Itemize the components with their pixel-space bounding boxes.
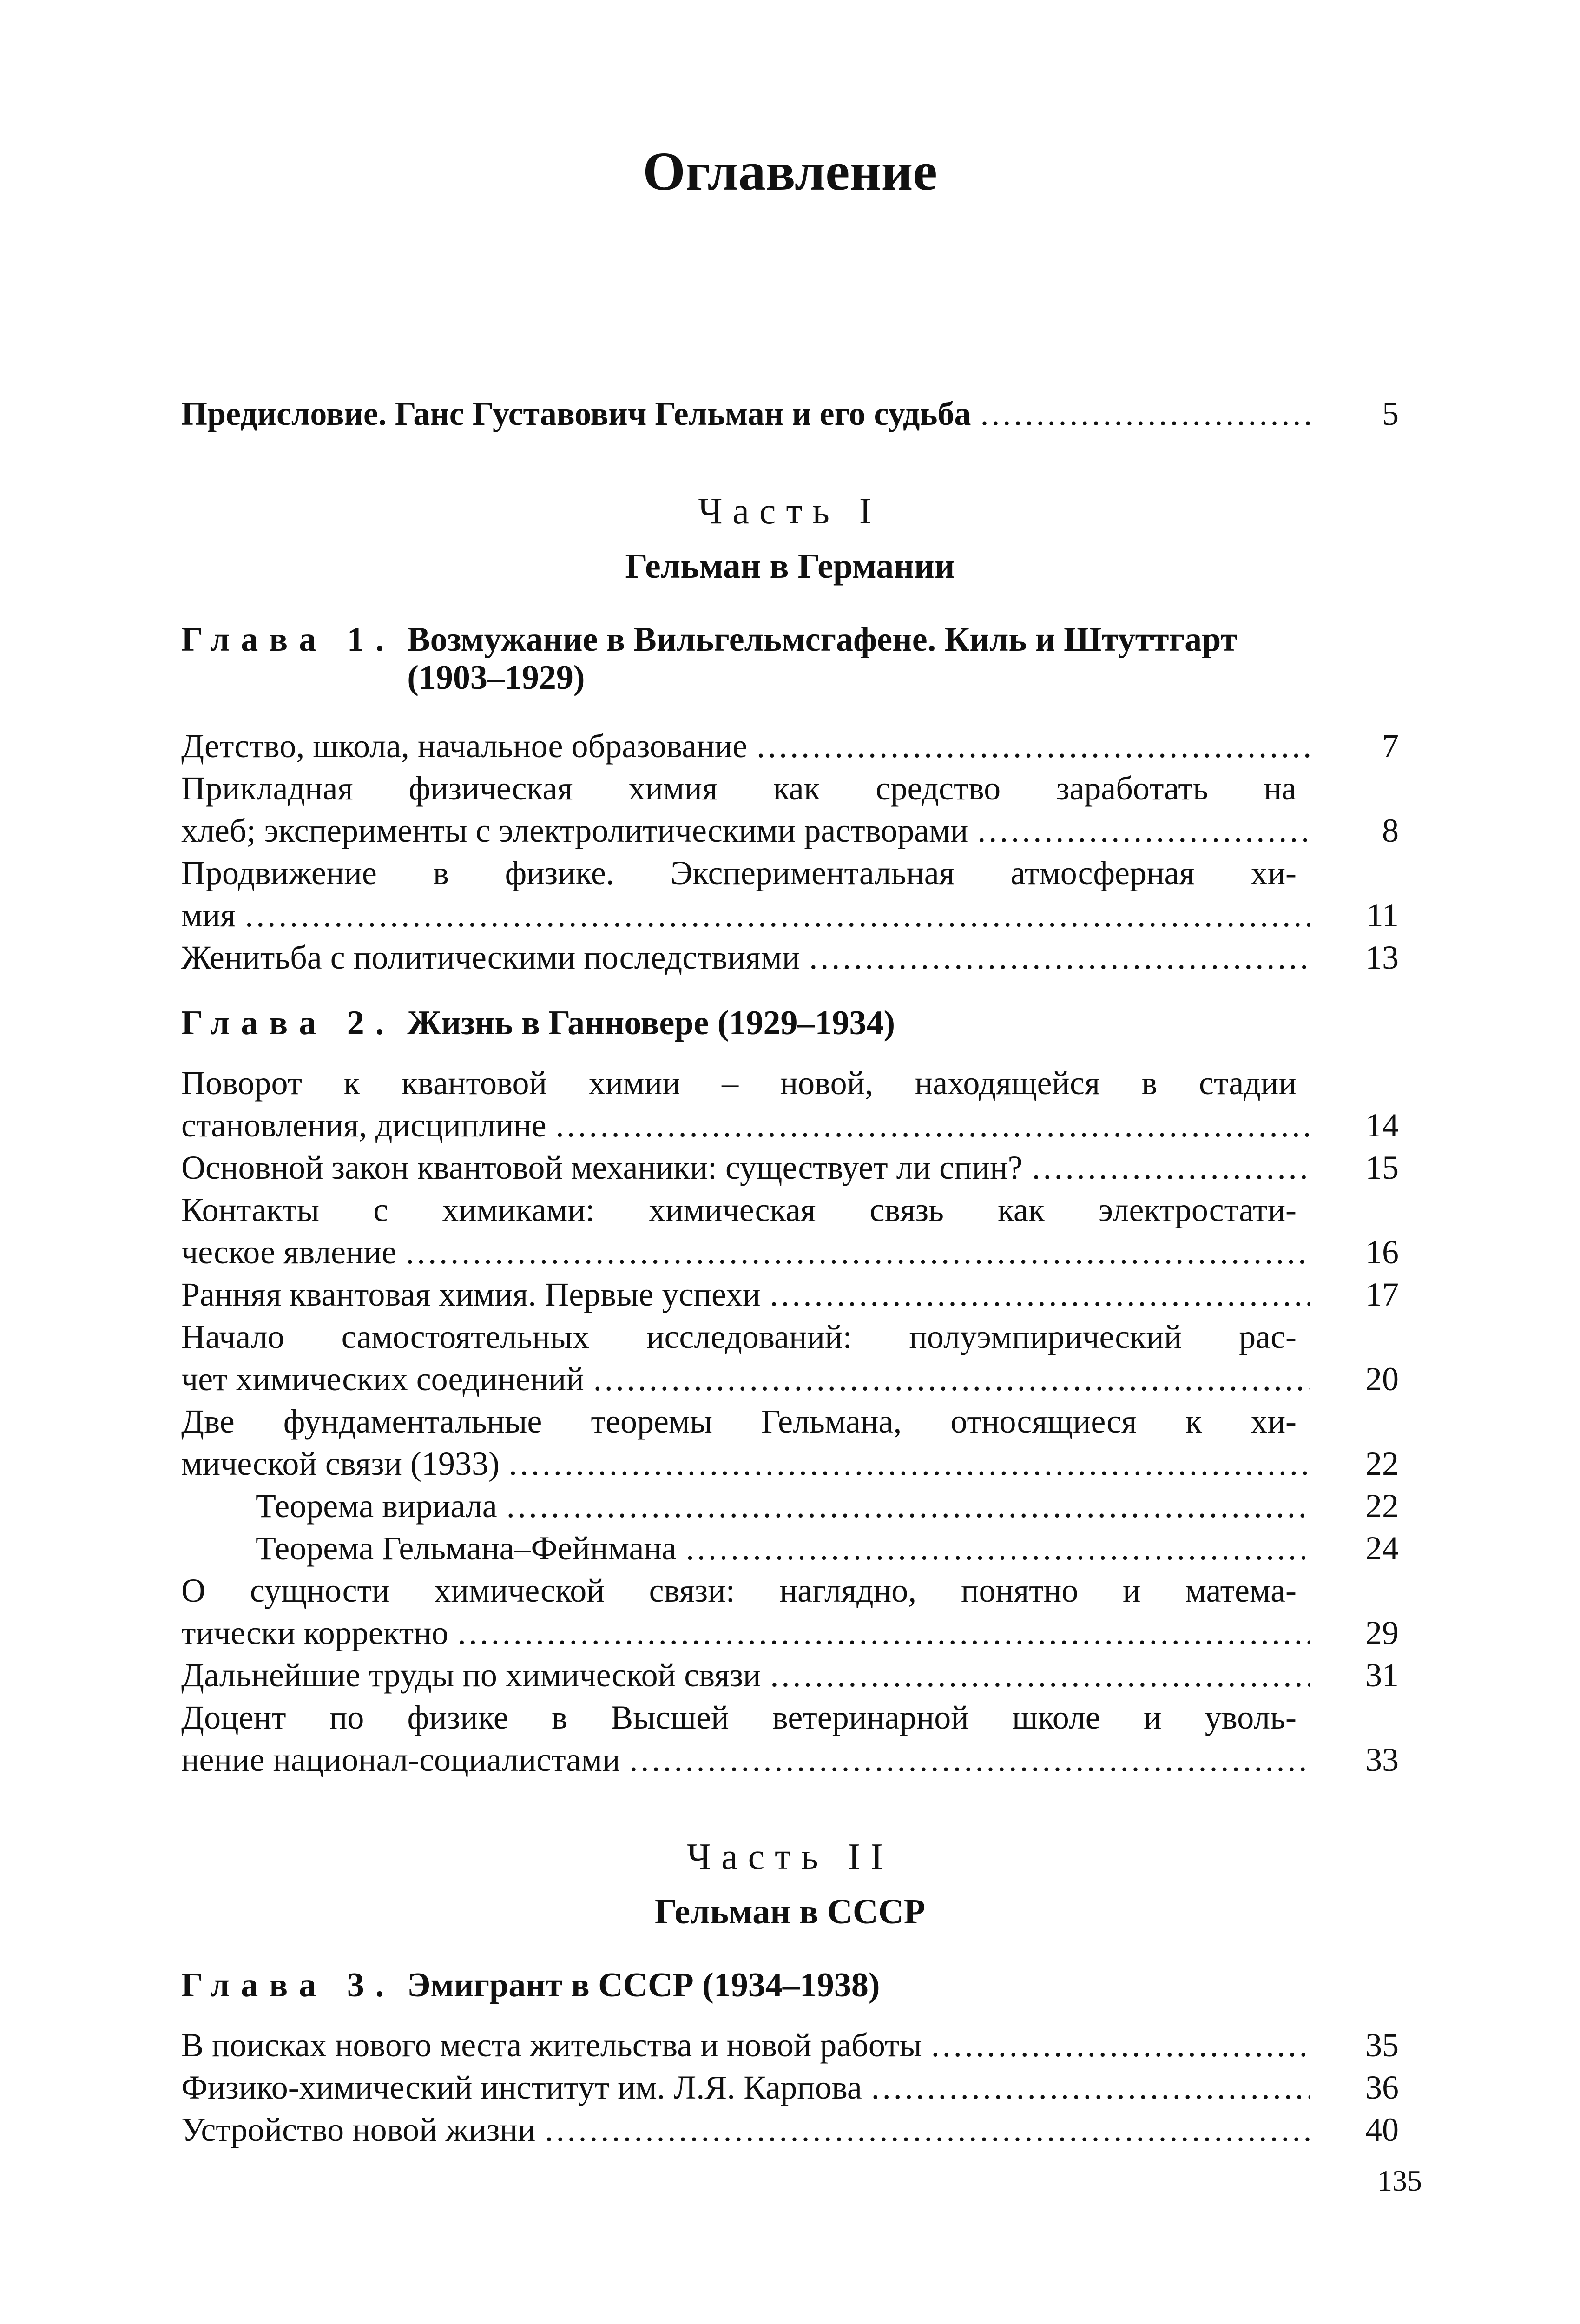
toc-entry[interactable] xyxy=(181,1570,1399,1654)
leader-dots xyxy=(1032,1147,1310,1189)
toc-entry-text: тически корректно xyxy=(181,1614,448,1651)
toc-page-number: 7 xyxy=(1382,727,1399,765)
toc-entry-line: Контакты с химиками: химическая связь как электростати- xyxy=(181,1191,1297,1228)
leader-dots xyxy=(593,1358,1310,1400)
toc-entry-text: Ранняя квантовая химия. Первые успехи xyxy=(181,1276,761,1313)
toc-page-number: 13 xyxy=(1365,939,1399,976)
toc-entry[interactable] xyxy=(181,2109,1399,2151)
leader-dots xyxy=(686,1527,1310,1570)
toc-page-number: 11 xyxy=(1366,897,1399,934)
toc-entry-text: Дальнейшие труды по химической связи xyxy=(181,1657,761,1694)
toc-page-number: 14 xyxy=(1365,1107,1399,1144)
toc-entry[interactable] xyxy=(181,852,1399,937)
toc-entry-line: О сущности химической связи: наглядно, понятно и матема- xyxy=(181,1572,1297,1609)
leader-dots xyxy=(871,2067,1310,2109)
toc-page-number: 17 xyxy=(1365,1276,1399,1313)
leader-dots xyxy=(507,1485,1310,1527)
toc-entry-text: Физико-химический институт им. Л.Я. Карпова xyxy=(181,2069,862,2106)
part-label: Часть II xyxy=(687,1836,893,1877)
leader-dots xyxy=(406,1231,1310,1274)
toc-page-number: 20 xyxy=(1365,1360,1399,1398)
toc-entry[interactable] xyxy=(181,1400,1399,1485)
toc-entry-text: Теорема вириала xyxy=(256,1487,497,1525)
toc-entry[interactable] xyxy=(181,1485,1399,1527)
toc-entry-text: нение национал-социалистами xyxy=(181,1741,620,1778)
leader-dots xyxy=(545,2109,1310,2151)
toc-entry[interactable] xyxy=(181,767,1399,852)
toc-entry-text: становления, дисциплине xyxy=(181,1107,546,1144)
toc-entry[interactable] xyxy=(181,2024,1399,2067)
toc-entry-line: Поворот к квантовой химии – новой, находящейся в стадии xyxy=(181,1064,1297,1102)
toc-entry[interactable] xyxy=(181,1316,1399,1400)
chapter-label: Глава 3. xyxy=(181,1966,395,2004)
toc-page-number: 33 xyxy=(1365,1741,1399,1778)
toc-entry-text: Предисловие. Ганс Густавович Гельман и его судьба xyxy=(181,395,971,432)
toc-entry-text: Основной закон квантовой механики: существует ли спин? xyxy=(181,1149,1023,1186)
toc-page-number: 29 xyxy=(1365,1614,1399,1651)
leader-dots xyxy=(630,1739,1310,1781)
toc-page-number: 40 xyxy=(1365,2111,1399,2148)
toc-entry[interactable] xyxy=(181,1147,1399,1189)
toc-entry[interactable] xyxy=(181,1654,1399,1697)
toc-entry-text: В поисках нового места жительства и новой работы xyxy=(181,2027,922,2064)
toc-entry[interactable] xyxy=(181,937,1399,979)
toc-page-number: 24 xyxy=(1365,1530,1399,1567)
toc-entry-preface[interactable] xyxy=(181,393,1399,435)
chapter-title: Возмужание в Вильгельмсгафене. Киль и Штуттгарт (1903–1929) xyxy=(407,621,1238,697)
toc-entry[interactable] xyxy=(181,1062,1399,1147)
toc-entry[interactable] xyxy=(181,1274,1399,1316)
toc-entry-line: Прикладная физическая химия как средство заработать на xyxy=(181,770,1297,807)
chapter-title: Эмигрант в СССР (1934–1938) xyxy=(407,1966,880,2004)
toc-entry-text: чет химических соединений xyxy=(181,1360,584,1398)
toc-entry-line: Две фундаментальные теоремы Гельмана, относящиеся к хи- xyxy=(181,1403,1297,1440)
page-title: Оглавление xyxy=(643,141,937,202)
toc-entry-text: Женитьба с политическими последствиями xyxy=(181,939,800,976)
toc-entry-line: Доцент по физике в Высшей ветеринарной школе и уволь- xyxy=(181,1699,1297,1736)
toc-page-number: 35 xyxy=(1365,2027,1399,2064)
toc-page-number: 22 xyxy=(1365,1445,1399,1482)
leader-dots xyxy=(981,393,1311,435)
toc-page-number: 22 xyxy=(1365,1487,1399,1525)
leader-dots xyxy=(556,1104,1310,1147)
part-label: Часть I xyxy=(698,491,882,532)
toc-page-number: 8 xyxy=(1382,812,1399,849)
leader-dots xyxy=(245,894,1310,937)
leader-dots xyxy=(770,1654,1310,1697)
toc-entry-line: Продвижение в физике. Экспериментальная атмосферная хи- xyxy=(181,854,1297,891)
toc-entry-text: ческое явление xyxy=(181,1234,397,1271)
toc-page-number: 5 xyxy=(1382,395,1399,432)
toc-entry-text: мической связи (1933) xyxy=(181,1445,500,1482)
leader-dots xyxy=(458,1612,1310,1654)
toc-entry-text: хлеб; эксперименты с электролитическими растворами xyxy=(181,812,968,849)
chapter-heading xyxy=(181,1004,1366,1042)
toc-page-number: 16 xyxy=(1365,1234,1399,1271)
toc-entry-text: Теорема Гельмана–Фейнмана xyxy=(256,1530,677,1567)
leader-dots xyxy=(757,725,1310,767)
chapter-label: Глава 2. xyxy=(181,1004,395,1042)
chapter-label: Глава 1. xyxy=(181,621,395,659)
toc-entry[interactable] xyxy=(181,1697,1399,1781)
page-number: 135 xyxy=(1377,2164,1422,2197)
toc-entry-text: Детство, школа, начальное образование xyxy=(181,727,748,765)
toc-entry-line: Начало самостоятельных исследований: полуэмпирический рас- xyxy=(181,1318,1297,1355)
chapter-heading xyxy=(181,621,1366,697)
toc-entry[interactable] xyxy=(181,1527,1399,1570)
leader-dots xyxy=(770,1274,1311,1316)
leader-dots xyxy=(931,2024,1310,2067)
toc-entry-text: Устройство новой жизни xyxy=(181,2111,536,2148)
leader-dots xyxy=(509,1443,1310,1485)
toc-entry[interactable] xyxy=(181,1189,1399,1274)
toc-entry[interactable] xyxy=(181,725,1399,767)
part-title: Гельман в Германии xyxy=(625,547,955,586)
leader-dots xyxy=(977,810,1310,852)
toc-entry[interactable] xyxy=(181,2067,1399,2109)
leader-dots xyxy=(809,937,1310,979)
toc-entry-text: мия xyxy=(181,897,236,934)
toc-page-number: 36 xyxy=(1365,2069,1399,2106)
chapter-heading xyxy=(181,1966,1366,2004)
toc-page-number: 15 xyxy=(1365,1149,1399,1186)
toc-page-number: 31 xyxy=(1365,1657,1399,1694)
chapter-title: Жизнь в Ганновере (1929–1934) xyxy=(407,1004,895,1042)
part-title: Гельман в СССР xyxy=(654,1892,926,1931)
